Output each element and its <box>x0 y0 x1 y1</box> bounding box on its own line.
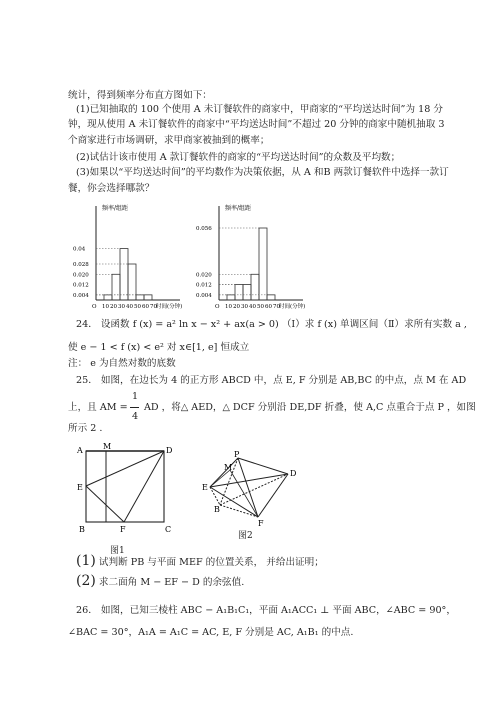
question-25-sub-1 <box>76 555 324 569</box>
y-axis-label: 频率/组距 <box>225 205 252 212</box>
histogram-bar <box>251 274 259 300</box>
sub-1-number: (1) <box>76 553 96 569</box>
label-B: B <box>79 525 85 534</box>
y-tick-label: 0.056 <box>196 226 212 232</box>
histogram-bar <box>259 228 267 300</box>
figure-1-caption: 图1 <box>110 546 125 556</box>
frac-numerator: 1 <box>132 391 139 402</box>
x-tick-label: 30 <box>118 304 125 310</box>
label-E: E <box>77 483 83 492</box>
label-C: C <box>165 525 172 534</box>
histogram-bar <box>243 285 251 300</box>
question-25 <box>76 374 466 387</box>
question-26-line-1: 如图，已知三棱柱 ABC − A₁B₁C₁，平面 A₁ACC₁ ⊥ 平面 ABC，∠ABC = 90°， <box>100 605 456 616</box>
x-tick-label: 40 <box>126 304 133 310</box>
x-tick-label: O <box>92 304 97 310</box>
histogram-bar <box>136 295 144 300</box>
x-tick-label: 10 <box>102 304 109 310</box>
question-26 <box>76 604 456 617</box>
y-tick-label: 0.012 <box>196 282 212 289</box>
text-line-2: (1)已知抽取的 100 个使用 A 未订餐软件的商家中，甲商家的“平均送达时间”为 18 分 <box>76 104 443 115</box>
y-tick-label: 0.020 <box>196 272 212 279</box>
label-A: A <box>77 446 83 455</box>
question-26-line-2: ∠BAC = 30°，A₁A = A₁C = AC, E, F 分别是 AC, A₁B₁ 的中点. <box>68 627 354 638</box>
y-tick-label: 0.04 <box>73 246 86 253</box>
label-F: F <box>120 525 126 534</box>
histogram-bar <box>235 285 243 300</box>
histogram-a <box>72 200 192 312</box>
histogram-bar <box>128 264 136 300</box>
label-D: D <box>166 446 173 455</box>
question-25-fold: AD ，将△ AED，△ DCF 分别沿 DE,DF 折叠，使 A,C 点重合于点 P ，如图 <box>144 402 476 413</box>
x-tick-label: 30 <box>241 304 248 310</box>
question-24-condition: 使 e − 1 < f (x) < e² 对 x∈[1, e] 恒成立 <box>68 342 250 353</box>
y-tick-label: 0.004 <box>73 292 89 299</box>
question-25-label: 25． <box>76 375 98 386</box>
figure-2-caption: 图2 <box>238 531 253 541</box>
histogram-bar <box>104 295 112 300</box>
label-P: P <box>234 450 240 459</box>
y-tick-label: 0.004 <box>196 292 212 299</box>
x-axis-label: 时间(分钟) <box>279 304 306 310</box>
label-B2: B <box>214 505 220 514</box>
x-tick-label: 20 <box>110 304 117 310</box>
x-tick-label: 50 <box>257 304 264 310</box>
x-tick-label: 40 <box>249 304 256 310</box>
x-tick-label: 60 <box>265 304 272 310</box>
x-tick-label: 20 <box>233 304 240 310</box>
sub-2-number: (2) <box>76 573 96 589</box>
text-line-7: 餐，你会选择哪款？ <box>68 183 155 194</box>
question-24-note: 注： e 为自然对数的底数 <box>68 358 176 369</box>
y-tick-label: 0.012 <box>73 282 89 289</box>
frac-denominator: 4 <box>132 411 139 422</box>
y-tick-label: 0.028 <box>73 262 89 268</box>
am-equals: 上，且 AM = <box>68 402 128 413</box>
histogram-b <box>195 200 325 312</box>
histogram-bar <box>227 295 235 300</box>
text-line-6: (3)如果以“平均送达时间”的平均数作为决策依据，从 A 和B 两款订餐软件中选择一款订 <box>76 167 449 178</box>
label-M2: M <box>224 463 233 472</box>
histogram-bar <box>267 295 275 300</box>
x-tick-label: O <box>215 304 220 310</box>
histogram-bar <box>144 295 152 300</box>
x-axis-label: 时间(分钟) <box>156 304 183 310</box>
text-line-3: 钟，现从使用 A 未订餐软件的商家中“平均送达时间”不超过 20 分钟的商家中随机抽取 3 <box>68 119 445 130</box>
x-tick-label: 70 <box>150 304 157 310</box>
question-25-line-1: 如图，在边长为 4 的正方形 ABCD 中，点 E, F 分别是 AB,BC 的中点，点 M 在 AD <box>100 375 467 386</box>
question-24-text: 设函数 f (x) = a² ln x − x² + ax(a > 0) （Ⅰ）求 f (x) 单调区间（Ⅱ）求所有实数 a , <box>100 319 467 330</box>
y-tick-label: 0.020 <box>73 272 89 279</box>
question-24-label: 24． <box>76 319 98 330</box>
figure-square <box>74 440 182 544</box>
question-25-sub-2 <box>76 575 244 589</box>
sub-2-text: 求二面角 M − EF − D 的余弦值. <box>98 577 245 588</box>
label-E2: E <box>202 483 208 492</box>
label-F2: F <box>258 519 264 528</box>
histogram-bar <box>112 274 120 300</box>
question-26-label: 26． <box>76 605 98 616</box>
y-axis-label: 频率/组距 <box>102 205 129 212</box>
frac-bar <box>130 407 139 408</box>
figure-folded <box>200 450 300 528</box>
histogram-bar <box>120 249 128 300</box>
question-24 <box>76 318 467 331</box>
label-M: M <box>103 442 112 451</box>
label-D2: D <box>290 469 297 478</box>
text-line-4: 个商家进行市场调研，求甲商家被抽到的概率； <box>68 135 270 146</box>
x-tick-label: 70 <box>273 304 280 310</box>
text-line-5: (2)试估计该市使用 A 款订餐软件的商家的“平均送达时间”的众数及平均数； <box>76 152 401 163</box>
x-tick-label: 60 <box>142 304 149 310</box>
sub-1-text: 试判断 PB 与平面 MEF 的位置关系， 并给出证明； <box>98 557 324 568</box>
text-line-1: 统计，得到频率分布直方图如下： <box>68 90 212 101</box>
x-tick-label: 50 <box>134 304 141 310</box>
x-tick-label: 10 <box>225 304 232 310</box>
question-25-line-3: 所示 2 . <box>68 423 103 434</box>
